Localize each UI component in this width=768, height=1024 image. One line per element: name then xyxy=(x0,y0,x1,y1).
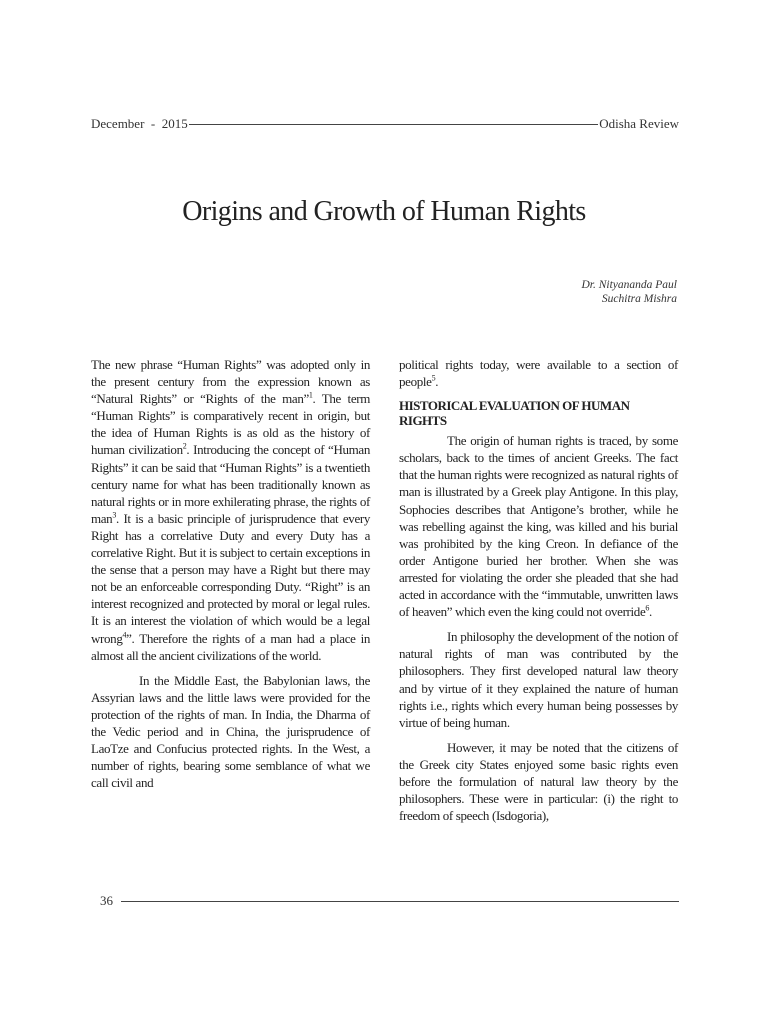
running-header xyxy=(91,116,679,132)
footnote-ref: 2 xyxy=(182,442,187,452)
paragraph: In the Middle East, the Babylonian laws, the Assyrian laws and the little laws were provided for the protection of the rights of man. In India, the Dharma of the Vedic period and in China, the jurisprudence of LaoTze and Confucius protected rights. In the West, a number of rights, bearing some semblance of what we call civil and xyxy=(91,672,370,791)
paragraph: In philosophy the development of the notion of natural rights of man was contributed by the philosophers. They first developed natural law theory and by virtue of it they explained the nature of human rights i.e., rights which every human being possesses by virtue of being human. xyxy=(399,629,678,730)
journal-name: Odisha Review xyxy=(599,116,679,131)
section-heading: HISTORICAL EVALUATION OF HUMAN RIGHTS xyxy=(399,398,630,429)
footnote-ref: 3 xyxy=(112,510,116,520)
article-title: Origins and Growth of Human Rights xyxy=(182,196,586,227)
footnote-ref: 6 xyxy=(645,603,650,613)
right-column xyxy=(399,356,678,832)
author-1: Dr. Nityananda Paul xyxy=(581,279,677,291)
paragraph: However, it may be noted that the citizens of the Greek city States enjoyed some basic rights even before the formulation of natural law theory by the philosophers. These were in particular: (i) the right to freedom of speech (Isdogoria), xyxy=(399,739,678,824)
footnote-ref: 4 xyxy=(122,630,127,640)
authors-block xyxy=(581,278,677,306)
author-2: Suchitra Mishra xyxy=(601,293,677,305)
footer-rule xyxy=(121,901,679,902)
issue-date: December - 2015 xyxy=(91,116,188,131)
footnote-ref: 1 xyxy=(308,390,313,400)
page-number: 36 xyxy=(100,893,113,908)
footnote-ref: 5 xyxy=(431,373,436,383)
paragraph: political rights today, were available to a section of people$^5$. xyxy=(399,357,678,390)
paragraph: The new phrase “Human Rights” was adopted only in the present century from the expression known as “Natural Rights” or “Rights of the man”$^1$. The term “Human Rights” is comparatively recent in origin, but the idea of Human Rights is as old as the history of human civilization$^2$. Introducing the concept of “Human Rights” it can be said that “Human Rights” is a twentieth century name for what has been traditionally known as natural rights or in more exhilerating phrase, the rights of man$^3$. It is a basic principle of jurisprudence that every Right has a correlative Duty and every Duty has a correlative Right. But it is subject to certain exceptions in the sense that a person may have a Right but there may not be an enforceable corresponding Duty. “Right” is an interest recognized and protected by moral or legal rules. It is an interest the violation of which would be a legal wrong$^4$”. Therefore the rights of a man had a place in almost all the ancient civilizations of the world. xyxy=(91,357,370,663)
page-footer xyxy=(100,893,679,909)
header-rule xyxy=(189,124,598,125)
left-column xyxy=(91,356,370,799)
paragraph: The origin of human rights is traced, by some scholars, back to the times of ancient Greeks. The fact that the human rights were recognized as natural rights of man is illustrated by a Greek play Antigone. In this play, Sophocies describes that Antigone’s brother, while he was rebelling against the king, was killed and his burial was prohibited by the king Creon. In defiance of the order Antigone buried her brother. When she was arrested for violating the order she pleaded that she had acted in accordance with the “immutable, unwritten laws of heaven” which even the king could not override$^6$. xyxy=(399,433,678,620)
